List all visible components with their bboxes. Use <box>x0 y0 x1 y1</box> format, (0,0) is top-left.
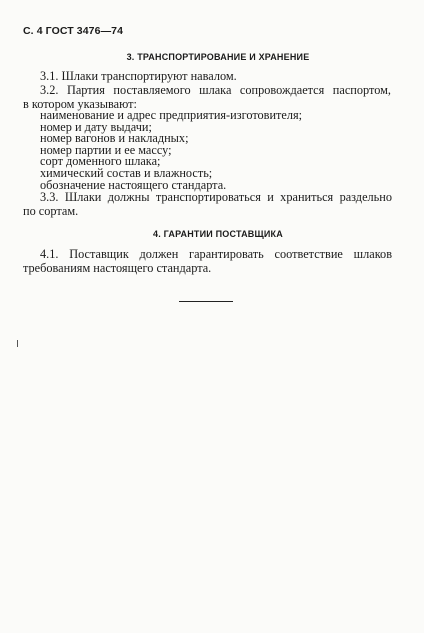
list-item: номер партии и ее массу; <box>40 142 172 157</box>
list-item: наименование и адрес предприятия-изготовителя; <box>40 108 303 122</box>
list-item: химический состав и влажность; <box>40 166 213 180</box>
page-header: С. 4 ГОСТ 3476—74 <box>23 25 124 37</box>
list-item: сорт доменного шлака; <box>40 154 161 169</box>
clause-3-2-line-1: 3.2. Партия поставляемого шлака сопровождается паспортом, <box>40 83 391 97</box>
section-3-heading: 3. ТРАНСПОРТИРОВАНИЕ И ХРАНЕНИЕ <box>126 52 310 62</box>
clause-3-3-line-2: по сортам. <box>23 204 79 218</box>
clause-4-1-line-1: 4.1. Поставщик должен гарантировать соответствие шлаков <box>40 247 392 261</box>
clause-3-1: 3.1. Шлаки транспортируют навалом. <box>40 69 237 83</box>
margin-mark <box>17 340 18 347</box>
end-rule <box>179 301 233 302</box>
clause-3-2-line-2: в котором указывают: <box>23 97 137 111</box>
list-item: номер вагонов и накладных; <box>40 131 189 146</box>
section-4-heading: 4. ГАРАНТИИ ПОСТАВЩИКА <box>153 229 283 239</box>
list-item: обозначение настоящего стандарта. <box>40 177 227 192</box>
clause-3-3-line-1: 3.3. Шлаки должны транспортироваться и храниться раздельно <box>40 190 392 204</box>
clause-4-1-line-2: требованиям настоящего стандарта. <box>23 261 212 275</box>
list-item: номер и дату выдачи; <box>40 119 152 134</box>
